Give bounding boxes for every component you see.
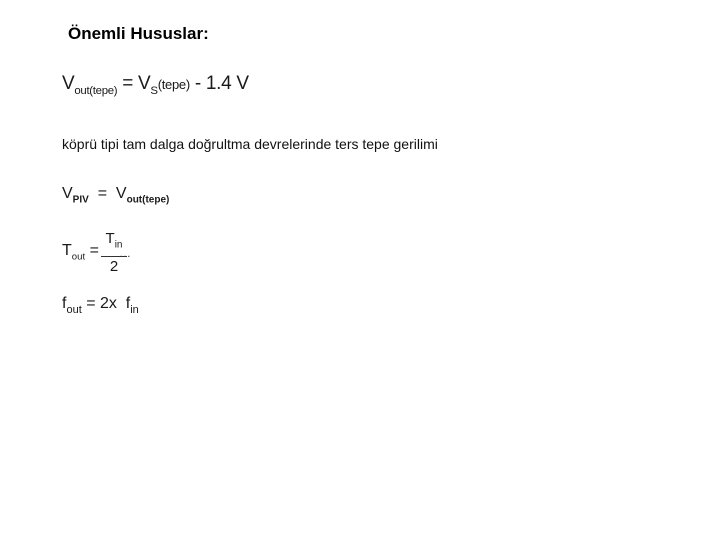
formula2-lhs-sub: PIV [72,194,89,206]
formula3-num: T [105,230,115,247]
formula4-rhs: f [125,295,131,312]
formula2-lhs: V [62,185,73,202]
page-title: Önemli Hususlar: [68,24,209,43]
formula3-num-sub: in [114,239,123,251]
formula4-lhs: f [62,295,67,312]
formula3-lhs-sub: out [71,251,86,263]
formula1-rhs-sub: S [150,85,158,98]
formula3-dots: … [119,246,131,260]
formula1-rhs-var: V [138,73,151,94]
formula-frequency [62,295,139,316]
formula2-rhs: V [115,185,127,202]
formula1-lhs-sub: out(tepe) [74,85,118,98]
formula2-rhs-sub: out(tepe) [126,194,170,206]
formula-piv [62,185,169,206]
fraction-denominator: 2 [109,257,119,275]
formula1-rhs-arg: (tepe) [157,77,190,92]
formula4-lhs-sub: out [66,303,82,316]
formula1-eq: = [122,73,134,94]
formula1-lhs: V [62,73,75,94]
formula4-rhs-sub: in [130,303,139,316]
formula2-eq: = [97,185,108,202]
formula-output-peak-voltage [62,73,249,97]
formula-period-lhs [62,242,99,262]
formula1-rhs-tail: - 1.4 V [194,73,249,94]
description-text: köprü tipi tam dalga doğrultma devrelerinde ters tepe gerilimi [62,136,438,152]
formula3-eq: = [89,242,99,259]
formula3-lhs: T [62,242,72,259]
formula4-eq: = 2x [86,295,117,312]
